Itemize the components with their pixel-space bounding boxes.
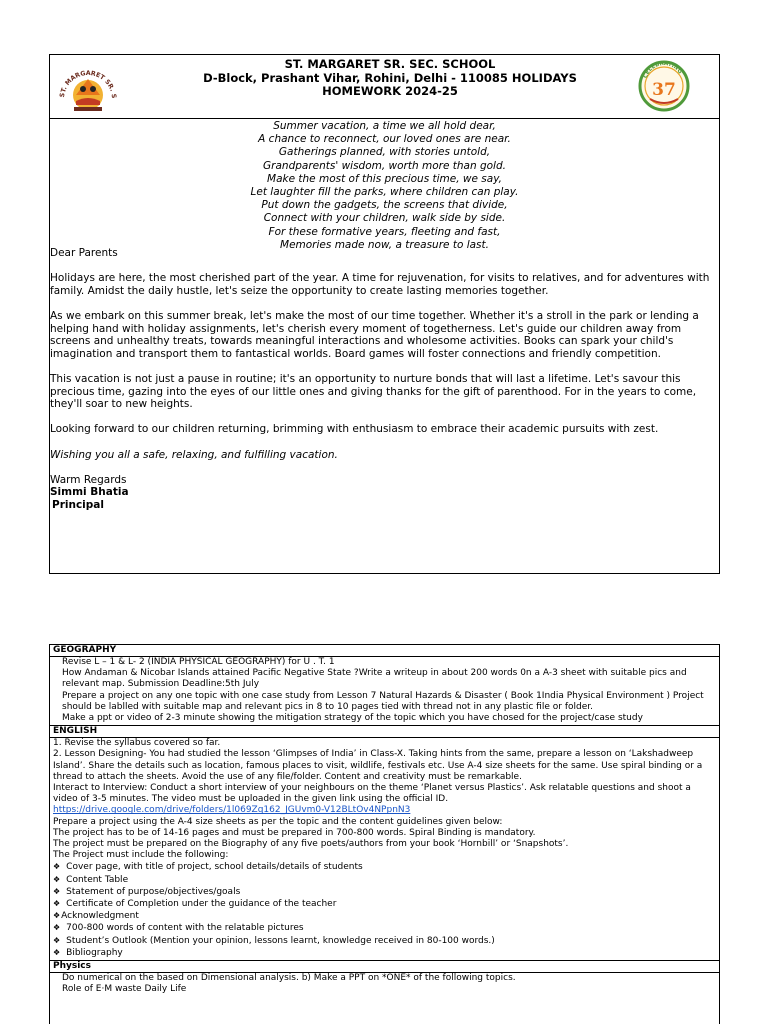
letter-page bbox=[49, 54, 720, 574]
physics-heading: Physics bbox=[50, 961, 719, 973]
list-item: Revise L – 1 & L- 2 (INDIA PHYSICAL GEOGRAPHY) for U . T. 1 bbox=[62, 657, 335, 667]
letter-body bbox=[50, 247, 719, 511]
list-item: Prepare a project using the A-4 size sheets as per the topic and the content guidelines given below: bbox=[53, 816, 503, 827]
list-item: Make a ppt or video of 2-3 minute showing the mitigation strategy of the topic which you have chosed for the project/case study bbox=[62, 713, 643, 724]
poem-line: A chance to reconnect, our loved ones are near. bbox=[258, 133, 511, 146]
homework-table bbox=[49, 644, 720, 1024]
poem-line: Summer vacation, a time we all hold dear, bbox=[273, 120, 496, 132]
regards: Warm Regards bbox=[50, 473, 127, 486]
anniversary-logo bbox=[636, 57, 692, 115]
poem bbox=[50, 119, 719, 252]
poem-line: Put down the gadgets, the screens that divide, bbox=[261, 199, 508, 212]
salutation: Dear Parents bbox=[50, 247, 118, 259]
poem-line: Gatherings planned, with stories untold, bbox=[278, 146, 491, 159]
bullet-item: ❖ Statement of purpose/objectives/goals bbox=[53, 886, 716, 898]
poem-line: For these formative years, fleeting and fast, bbox=[268, 225, 501, 238]
paragraph: This vacation is not just a pause in routine; it's an opportunity to nurture bonds that will last a lifetime. Let's savour this precious time, gazing into the eyes of our little ones and giving thanks for the gift of parenthood. For in the years to come, they'll soar to new heights. bbox=[50, 372, 697, 411]
paragraph: Holidays are here, the most cherished part of the year. A time for rejuvenation, for visits to relatives, and for adventures with family. Amidst the daily hustle, let's seize the opportunity to create lasting memories together. bbox=[50, 272, 710, 297]
geography-section bbox=[50, 657, 719, 726]
poem-line: Memories made now, a treasure to last. bbox=[280, 238, 489, 251]
english-heading: ENGLISH bbox=[50, 726, 719, 738]
school-heading bbox=[140, 58, 640, 99]
english-section bbox=[50, 738, 719, 961]
bullet-item: ❖ Bibliography bbox=[53, 947, 716, 959]
paragraph: Looking forward to our children returning, brimming with enthusiasm to embrace their academic pursuits with zest. bbox=[50, 423, 659, 436]
list-item: Role of E·M waste Daily Life bbox=[62, 984, 187, 995]
poem-line: Connect with your children, walk side by side. bbox=[263, 212, 506, 225]
homework-title: HOMEWORK 2024-25 bbox=[322, 84, 458, 98]
svg-text:37: 37 bbox=[652, 80, 676, 100]
poem-line: Make the most of this precious time, we say, bbox=[267, 172, 502, 185]
signatory-name: Simmi Bhatia bbox=[50, 486, 129, 499]
signatory-title: Principal bbox=[52, 498, 104, 511]
list-item: Prepare a project on any one topic with one case study from Lesson 7 Natural Hazards & Disaster ( Book 1India Physical Environment ) Project should be lablled with suitable map and relevant pics in 8 to 10 pages tied with thread not in any plastic file or folder. bbox=[62, 690, 704, 712]
svg-text:CELEBRATING: CELEBRATING bbox=[642, 60, 683, 80]
poem-line: Grandparents' wisdom, worth more than gold. bbox=[263, 159, 506, 172]
list-item: The project must be prepared on the Biography of any five poets/authors from your book ‘Hornbill’ or ‘Snapshots’. bbox=[53, 839, 569, 850]
poem-line: Let laughter fill the parks, where children can play. bbox=[250, 186, 519, 199]
bullet-item: ❖ Student’s Outlook (Mention your opinion, lessons learnt, knowledge received in 80-100 words.) bbox=[53, 935, 716, 947]
bullet-item: ❖ Cover page, with title of project, school details/details of students bbox=[53, 861, 716, 873]
bullet-item: ❖ Acknowledgment bbox=[53, 910, 716, 922]
geography-heading: GEOGRAPHY bbox=[50, 645, 719, 657]
list-item: Do numerical on the based on Dimensional analysis. b) Make a PPT on *ONE* of the following topics. bbox=[62, 973, 516, 984]
list-item: The project has to be of 14-16 pages and must be prepared in 700-800 words. Spiral Binding is mandatory. bbox=[53, 827, 536, 838]
physics-section bbox=[50, 973, 719, 995]
bullet-item: ❖ Certificate of Completion under the guidance of the teacher bbox=[53, 898, 716, 910]
bullet-item: ❖ Content Table bbox=[53, 874, 716, 886]
school-name: ST. MARGARET SR. SEC. SCHOOL bbox=[284, 57, 496, 71]
school-header bbox=[50, 55, 719, 119]
svg-text:ST. MARGARET SR. SEC. SCHOOL: ST. MARGARET SR. S bbox=[58, 69, 118, 99]
list-item: The Project must include the following: bbox=[53, 850, 229, 861]
upload-link[interactable]: https://drive.google.com/drive/folders/1l069Zq162_JGUvm0-V12BLtOv4NPpnN3 bbox=[53, 805, 411, 816]
school-logo bbox=[56, 59, 120, 115]
closing-wish: Wishing you all a safe, relaxing, and fulfilling vacation. bbox=[50, 448, 338, 461]
list-item: 1. Revise the syllabus covered so far. bbox=[53, 738, 221, 749]
bullet-item: ❖ 700-800 words of content with the relatable pictures bbox=[53, 922, 716, 934]
list-item: 2. Lesson Designing- You had studied the lesson ‘Glimpses of India’ in Class-X. Taking hints from the same, prepare a lesson on ‘Lakshadweep Island’. Share the details such as location, famous places to visit, wildlife, festivals etc. Use A-4 size sheets for the same. Use spiral binding or a thread to attach the sheets. Avoid the use of any file/folder. Content and creativity must be remarkable. bbox=[53, 749, 703, 782]
paragraph: As we embark on this summer break, let's make the most of our time together. Whether it's a stroll in the park or lending a helping hand with holiday assignments, let's cherish every moment of togetherness. Let's guide our children away from screens and unhealthy treats, towards meaningful interactions and wholesome activities. Books can spark your child's imagination and transport them to fantastical worlds. Board games will foster connections and friendly competition. bbox=[50, 309, 699, 360]
school-address: D-Block, Prashant Vihar, Rohini, Delhi - 110085 HOLIDAYS bbox=[203, 70, 577, 85]
list-item: Interact to Interview: Conduct a short interview of your neighbours on the theme ‘Planet versus Plastics’. Ask relatable questions and shoot a video of 3-5 minutes. The video must be uploaded in the given link using the official ID. bbox=[53, 783, 691, 805]
list-item: How Andaman & Nicobar Islands attained Pacific Negative State ?Write a writeup in about 200 words 0n a A-3 sheet with suitable pics and relevant map. Submission Deadline:5th July bbox=[62, 668, 687, 690]
